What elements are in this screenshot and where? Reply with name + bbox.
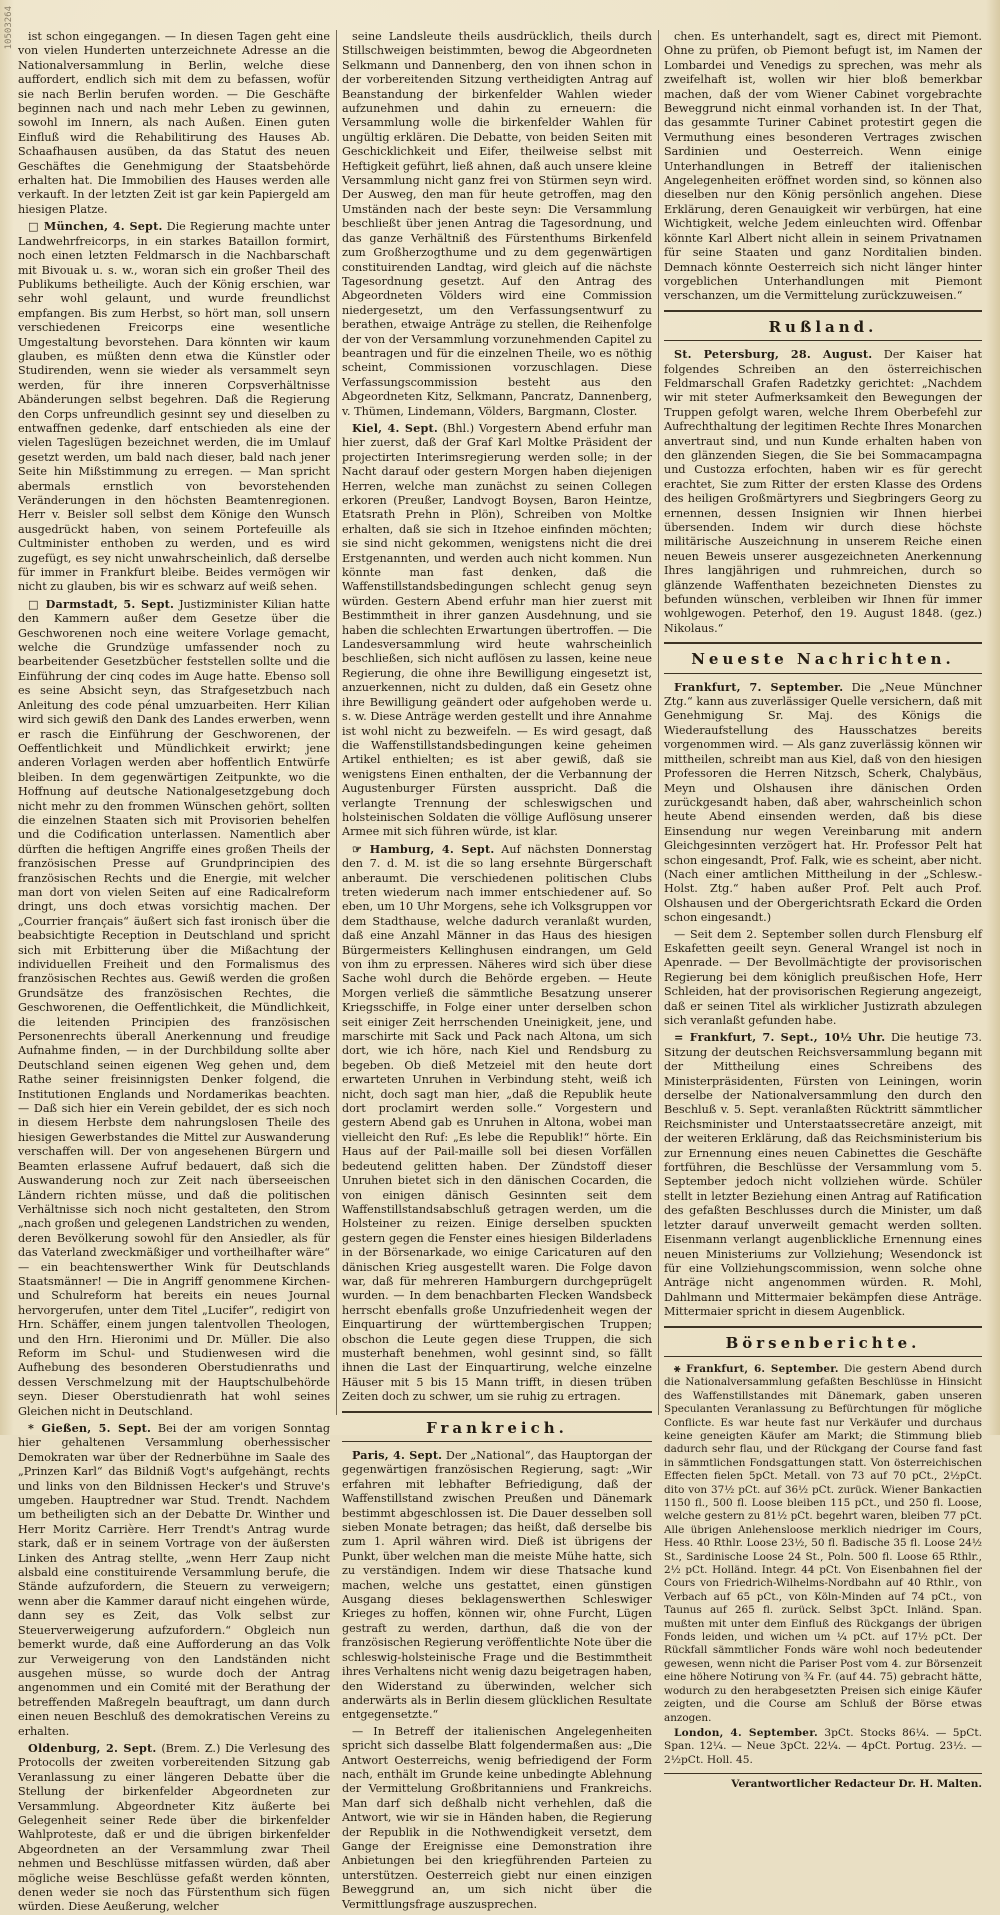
dateline: Frankfurt, 7. September. — [674, 679, 844, 694]
article-text: ist schon eingegangen. — In diesen Tagen geht eine von vielen Hunderten unterzeichnete Adresse an die Nationalversammlung in Berlin, welche diese auffordert, endlich sich mit dem zu befassen, wofür sie nach Berlin berufen worden. — Die Geschäfte beginnen nach und nach mehr Leben zu gewinnen, sowohl im Innern, als nach Außen. Einen guten Einfluß wird die Rehabilitirung des Hauses Ab. Schaafhausen ausüben, da das Statut des neuen Geschäftes die Genehmigung der Staatsbehörde erhalten hat. Die Immobilien des Hauses werden alle verkauft. In der letzten Zeit ist gar kein Papiergeld am hiesigen Platze. — [18, 30, 330, 216]
dateline: ⚹ Frankfurt, 6. September. — [674, 1362, 839, 1375]
article-text: (Bhl.) Vorgestern Abend erfuhr man hier zuerst, daß der Graf Karl Moltke Präsident der projectirten Interimsregierung werden solle; in der Nacht darauf oder gestern Morgen haben diejenigen Herren, welche man zunächst zu seinen Collegen erkoren (Preußer, Landvogt Boysen, Baron Heintze, Etatsrath Prehn in Plön), Schreiben von Moltke erhalten, daß sie sich in Itzehoe einfinden möchten; sie sind nicht gekommen, wenigstens nicht die drei Erstgenannten, und werden auch nicht kommen. Nun könnte man fast denken, daß die Waffenstillstandsbedingungen schlecht genug seyn würden. Gestern Abend erfuhr man hier zuerst mit Bestimmtheit in ihrer ganzen Ausdehnung, und sie haben die schlechten Erwartungen übertroffen. — Die Landesversammlung wird heute wahrscheinlich beschließen, sich nicht auflösen zu lassen, keine neue Regierung, die ohne ihre Bewilligung eingesetzt ist, anzuerkennen, nicht zu dulden, daß ein Gesetz ohne ihre Bewilligung geändert oder aufgehoben werde u. s. w. Diese Anträge werden gestellt und ihre Annahme ist wohl nicht zu bezweifeln. — Es wird gesagt, daß die Waffenstillstandsbedingungen keine geheimen Artikel enthielten; es ist aber gewiß, daß sie wenigstens Einen enthalten, der die Verbannung der Augustenburger Fürsten ausspricht. Daß die verlangte Trennung der schleswigschen und holsteinischen Soldaten die völlige Auflösung unserer Armee mit sich führen würde, ist klar. — [342, 421, 652, 839]
dateline: = Frankfurt, 7. Sept., 10½ Uhr. — [674, 1030, 886, 1045]
article-text: 3pCt. Stocks 86¼. — 5pCt. Span. 12¼. — Neue 3pCt. 22¼. — 4pCt. Portug. 23½. — 2½pCt. Holl. 45. — [664, 1726, 982, 1766]
article-paragraph — [664, 928, 982, 1029]
editor-imprint: Verantwortlicher Redacteur Dr. H. Malten. — [664, 1773, 982, 1791]
article-text: Die „Neue Münchner Ztg.“ kann aus zuverlässiger Quelle versichern, daß mit Genehmigung Sr. Maj. des Königs die Wiederaufstellung des Hausschatzes bereits vorgenommen wird. — Als ganz zuverlässig können wir mittheilen, schreibt man aus Kiel, daß von den hiesigen Professoren die Herren Nitzsch, Scherk, Chalybäus, Meyn und Olshausen ihre dänischen Orden zurückgesandt haben, daß aber, wahrscheinlich schon heute Abend einsenden werden, daß bis diese Einsendung nur wegen Vereinbarung mit andern Gleichgesinnten verzögert hat. Hr. Professor Pelt hat schon eingesandt, Prof. Falk, wie es scheint, aber nicht. (Nach einer amtlichen Mittheilung in der „Schlesw.-Holst. Ztg.“ haben außer Prof. Pelt auch Prof. Olshausen und der Obergerichtsrath Eckard die Orden schon eingesandt.) — [664, 680, 983, 925]
article-paragraph — [342, 842, 652, 1405]
dateline: Oldenburg, 2. Sept. — [28, 1740, 157, 1755]
dateline: □ München, 4. Sept. — [28, 219, 163, 234]
column-divider — [658, 30, 659, 1415]
section-rule — [342, 1411, 652, 1413]
article-paragraph — [664, 680, 982, 926]
article-paragraph — [664, 1727, 982, 1767]
section-rule — [664, 310, 982, 312]
section-heading: Neueste Nachrichten. — [691, 650, 955, 669]
article-paragraph — [18, 219, 330, 595]
archive-id-stamp: 10503264 — [4, 6, 14, 50]
article-text: Die Regierung machte unter Landwehrfreicorps, in ein starkes Bataillon formirt, noch einen letzten Feldmarsch in die Nachbarschaft mit Bivouak u. s. w., woran sich ein großer Theil des Publikums betheiligte. Auch der König erschien, war sehr wohl gelaunt, und wurde freundlichst empfangen. Bis zum Herbst, so hört man, soll unsern verschiedenen Freicorps eine wesentliche Umgestaltung bevorstehen. Dara könnten wir kaum glauben, es müßten denn etwa die Künstler oder Studirenden, wenn sie wieder als versammelt seyn werden, für ihre inneren Corpsverhältnisse Abänderungen selbst begehren. Daß die Regierung den Corps unfreundlich gesinnt sey und dieselben zu entwaffnen gedenke, darf entschieden als eine der vielen Tageslügen bezeichnet werden, die im Umlauf gesetzt werden, um bald nach dieser, bald nach jener Seite hin Mißstimmung zu erregen. — Man spricht abermals ernstlich von bevorstehenden Veränderungen in den höchsten Beamtenregionen. Herr v. Beisler soll selbst dem Könige den Wunsch ausgedrückt haben, von seinem Portefeuille als Cultminister enthoben zu werden, und es wird zugefügt, es sey nicht unwahrscheinlich, daß derselbe für immer in Frankfurt bleibe. Beides vermögen wir nicht zu glauben, bis wir es schwarz auf weiß sehen. — [18, 220, 330, 594]
section-heading: Börsenberichte. — [725, 1333, 921, 1352]
article-paragraph — [342, 1725, 652, 1912]
section-rule — [664, 642, 982, 644]
column-3 — [664, 30, 983, 1791]
article-text: Auf nächsten Donnerstag den 7. d. M. ist die so lang ersehnte Bürgerschaft anberaumt. Die verschiedenen politischen Clubs treten wiederum nach immer entschiedener auf. So eben, um 10 Uhr Morgens, sehe ich Volksgruppen vor dem Stadthause, welche dadurch veranlaßt wurden, daß eine Anzahl Männer in das Haus des hiesigen Bürgermeisters Kellinghusen eindrangen, um Geld von ihm zu erpressen. Näheres wird sich über diese Sache wohl durch die Behörde ergeben. — Heute Morgen verließ die sämmtliche Besatzung unserer Kriegsschiffe, in Folge einer unter derselben schon seit einiger Zeit herrschenden Uneinigkeit, jene, und marschirte mit Sack und Pack nach Altona, um sich dort, wie ich höre, nach Kiel und Rendsburg zu begeben. Ob dieß Metzeiel mit den heute dort erwarteten Unruhen in Verbindung steht, weiß ich nicht, doch sagt man hier, „daß die Republik heute dort proclamirt werden solle.“ Vorgestern und gestern Abend gab es Unruhen in Altona, wobei man vielleicht den Ruf: „Es lebe die Republik!“ hörte. Ein Haus auf der Pail-maille soll bei diesen Vorfällen bedeutend gelitten haben. Der Zündstoff dieser Unruhen bietet sich in den dänischen Cocarden, die von einigen dänisch Gesinnten seit dem Waffenstillstandsabschluß getragen werden, um die Holsteiner zu reizen. Einige derselben spuckten gestern gegen die Fenster eines hiesigen Bilderladens in der Börsenarkade, wo einige Caricaturen auf den dänischen Krieg ausgestellt waren. Die Folge davon war, daß für mehreren Hamburgern durchgeprügelt wurden. — In dem benachbarten Flecken Wandsbeck herrscht ebenfalls große Unzufriedenheit wegen der Einquartirung der württembergischen Truppen; obschon die Leute gegen diese Truppen, die sich musterhaft benehmen, wohl gesinnt sind, so fällt ihnen die Last der Einquartirung, welche einzelne Häuser mit 5 bis 15 Mann trifft, in diesen trüben Zeiten doch zu schwer, um sie ruhig zu ertragen. — [342, 842, 653, 1404]
dateline: □ Darmstadt, 5. Sept. — [28, 596, 175, 611]
section-rule — [342, 1441, 652, 1442]
article-text: (Brem. Z.) Die Verlesung des Protocolls der zweiten vorbereitenden Sitzung gab Veranlassung zu einer längeren Debatte über die Stellung der birkenfelder Abgeordneten zur Versammlung. Abgeordneter Kitz äußerte bei Gelegenheit seiner Rede über die birkenfelder Wahlproteste, daß er und die übrigen birkenfelder Abgeordneten an der Versammlung zwar Theil nehmen und Beschlüsse mitfassen würden, daß aber mögliche weise Beschlüsse gefaßt werden könnten, denen weder sie noch das Fürstenthum sich fügen würden. Diese Aeußerung, welcher — [18, 1741, 330, 1914]
article-text: — Seit dem 2. September sollen durch Flensburg elf Eskafetten geeilt seyn. General Wrangel ist noch in Apenrade. — Der Bevollmächtigte der provisorischen Regierung bei dem königlich preußischen Hofe, Herr Schleiden, hat der provisorischen Regierung angezeigt, daß er seinen Titel als wirklicher Justizrath abzulegen sich veranlaßt gefunden habe. — [664, 927, 982, 1027]
article-paragraph — [18, 30, 330, 217]
section-rule — [664, 340, 982, 341]
dateline: * Gießen, 5. Sept. — [28, 1421, 152, 1435]
article-text: — In Betreff der italienischen Angelegenheiten spricht sich dasselbe Blatt folgendermaßen aus: „Die Antwort Oesterreichs, wenig befriedigend der Form nach, enthält im Grunde keine unbedingte Ablehnung der Vermittelung Großbritanniens und Frankreichs. Man darf sich deßhalb nicht verhehlen, daß die Antwort, wie wir sie in Händen haben, die Regierung der Republik in die Nothwendigkeit versetzt, dem Gange der Ereignisse eine Demonstration ihre Anbietungen bei den kriegführenden Parteien zu unterstützen. Oesterreich giebt nur einen einzigen Beweggrund an, um sich nicht über die Vermittlungsfrage auszusprechen. — [342, 1724, 652, 1911]
section-heading: Frankreich. — [426, 1418, 568, 1437]
article-paragraph — [664, 1030, 982, 1319]
section-rule — [664, 673, 982, 674]
section-rule — [664, 1326, 982, 1328]
dateline: London, 4. September. — [674, 1726, 818, 1739]
article-paragraph — [664, 347, 982, 636]
column-1 — [18, 30, 330, 1914]
dateline: St. Petersburg, 28. August. — [674, 347, 873, 362]
article-text: Die gestern Abend durch die Nationalversammlung gefaßten Beschlüsse in Hinsicht des Waffenstillstandes mit Dänemark, gaben unseren Speculanten Veranlassung zu Befürchtungen für mögliche Conflicte. Es war heute fast nur Verkäufer und durchaus keine geneigten Käufer am Markt; die Stimmung blieb dadurch sehr flau, und der Rückgang der Course fand fast in sämmtlichen Fondsgattungen statt. Von österreichischen Effecten fielen 5pCt. Metall. von 73 auf 70 pCt., 2½pCt. dito von 37½ pCt. auf 36½ pCt. zurück. Wiener Bankactien 1150 fl., 500 fl. Loose bleiben 115 pCt., und 250 fl. Loose, welche gestern zu 81½ pCt. begehrt waren, bleiben 77 pCt. Alle übrigen Anlehensloose merklich niedriger im Cours, Hess. 40 Rthlr. Loose 23½, 50 fl. Badische 35 fl. Loose 24½ St., Sardinische Loose 24 St., Poln. 500 fl. Loose 65 Rthlr., 2½ pCt. Holländ. Integr. 44 pCt. Von Eisenbahnen fiel der Cours von Friedrich-Wilhelms-Nordbahn auf 40 Rthlr., von Verbach auf 65 pCt., von Köln-Minden auf 74 pCt., von Taunus auf 265 fl. zurück. Selbst 3pCt. Inländ. Span. mußten mit unter dem Einfluß des Rückgangs der übrigen Fonds leiden, und wichen um ¼ pCt. auf 17½ pCt. Der Rückfall sämmtlicher Fonds wäre wohl noch bedeutender gewesen, wenn nicht die Pariser Post vom 4. zur Börsenzeit eine höhere Notirung von ¾ Fr. (auf 44. 75) gebracht hätte, wodurch zu den herabgesetzten Preisen sich einige Käufer zeigten, und die Course am Schluß der Börse etwas anzogen. — [664, 1362, 982, 1724]
column-2 — [342, 30, 653, 1911]
article-paragraph — [342, 1448, 652, 1723]
article-paragraph — [18, 597, 330, 1419]
section-heading: Rußland. — [768, 317, 878, 336]
article-text: Die heutige 73. Sitzung der deutschen Reichsversammlung begann mit der Mittheilung eines Schreibens des Ministerpräsidenten, Fürsten von Leiningen, worin derselbe der Nationalversammlung den durch den Beschluß v. 5. Sept. veranlaßten Rücktritt sämmtlicher Reichsminister und Unterstaatssecretäre anzeigt, mit der weiteren Erklärung, daß das Reichsministerium bis zur Ernennung eines neuen Cabinettes die Geschäfte fortführen, die Beschlüsse der Versammlung vom 5. September jedoch nicht vollziehen würde. Schüler stellt in letzter Beziehung einen Antrag auf Ratification des gefaßten Beschlusses durch die Minister, um daß letzter darauf unverweilt gemacht werden sollten. Eisenmann verlangt augenblickliche Ernennung eines neuen Ministeriums zur Vollziehung; Wesendonck ist für eine Vollziehungscommission, wenn solche ohne Anträge nicht angenommen würden. R. Mohl, Dahlmann und Mittermaier bekämpfen diese Anträge. Mittermaier spricht in diesem Augenblick. — [664, 1031, 982, 1319]
article-text: chen. Es unterhandelt, sagt es, direct mit Piemont. Ohne zu prüfen, ob Piemont befugt ist, im Namen der Lombardei und Venedigs zu sprechen, was mehr als zweifelhaft ist, wollen wir hier bloß bemerkbar machen, daß der vom Wiener Cabinet vorgebrachte Beweggrund nicht einmal vorhanden ist. In der That, das gesammte Turiner Cabinet protestirt gegen die Vermuthung eines besonderen Vertrages zwischen Sardinien und Oesterreich. Wenn einige Unterhandlungen in Betreff der italienischen Angelegenheiten eröffnet worden sind, so können also dieselben nur den König persönlich angehen. Diese Erklärung, deren Genauigkeit wir verbürgen, hat eine Wichtigkeit, welche Jedem einleuchten wird. Offenbar könnte Karl Albert nicht allein in seinem Privatnamen für seine Staaten und ganz Norditalien binden. Demnach könnte Oesterreich sich nicht länger hinter vorgeblichen Unterhandlungen mit Piemont verschanzen, um die Vermittelung zurückzuweisen.“ — [664, 30, 982, 303]
dateline: Kiel, 4. Sept. — [352, 420, 438, 435]
article-text: Bei der am vorigen Sonntag hier gehaltenen Versammlung oberhessischer Demokraten war über der Rednerbühne im Saale des „Prinzen Karl“ das Bildniß Vogt's aufgehängt, rechts und links von den Bildnissen Hecker's und Struve's umgeben. Hauptredner war Stud. Trendt. Nachdem um betheiligten sich an der Debatte Dr. Winther und Herr Moritz Carrière. Herr Trendt's Antrag wurde stark, daß er in seinem Vortrage von der äußersten Linken des Antrag stellte, „wenn Herr Zaup nicht alsbald eine constituirende Versammlung berufe, die Stände aufzufordern, die Steuern zu verweigern; wenn aber die Kammer darauf nicht eingehen würde, dann sey es Zeit, das Volk selbst zur Steuerverweigerung aufzufordern.“ Obgleich nun bemerkt wurde, daß eine Aufforderung an das Volk zur Verweigerung von den Landständen nicht ausgehen müsse, so wurde doch der Antrag angenommen und ein Comité mit der Berathung der betreffenden Maßregeln beauftragt, um dann durch einen neuen Beschluß des demokratischen Vereins zu erhalten. — [18, 1422, 330, 1738]
article-paragraph — [342, 421, 652, 840]
article-text: Der „National“, das Hauptorgan der gegenwärtigen französischen Regierung, sagt: „Wir erfahren mit lebhafter Befriedigung, daß der Waffenstillstand zwischen Preußen und Dänemark bestimmt abgeschlossen ist. Die Dauer desselben soll sieben Monate betragen; das heißt, daß derselbe bis zum 1. April währen wird. Dieß ist übrigens der Punkt, über welchen man die meiste Mühe hatte, sich zu verständigen. Indem wir diese Thatsache kund machen, welche uns gestattet, einen günstigen Ausgang dieses beklagenswerthen Schleswiger Krieges zu hoffen, können wir, ohne Furcht, Lügen gestraft zu werden, darthun, daß die von der französischen Regierung veröffentlichte Note über die schleswig-holsteinische Frage und die Bestimmtheit ihres Verhaltens nicht wenig dazu beigetragen haben, den Widerstand zu überwinden, welcher sich anderwärts als in Berlin diesem glücklichen Resultate entgegensetzte.“ — [342, 1449, 652, 1722]
article-paragraph — [664, 1363, 982, 1725]
article-text: Der Kaiser hat folgendes Schreiben an den österreichischen Feldmarschall Grafen Radetzky gerichtet: „Nachdem wir mit steter Aufmerksamkeit den Bewegungen der Truppen gefolgt waren, welche Ihrem Oberbefehl zur Aufrechthaltung der legitimen Rechte Ihres Monarchen anvertraut sind, und nun Kunde erhalten haben von den glänzenden Siegen, die Sie bei Sommacampagna und Custozza erfochten, haben wir es für gerecht erachtet, Sie zum Ritter der ersten Klasse des Ordens des heiligen Großmärtyrers und Siegbringers Georg zu ernennen, dessen Insignien wir Ihnen hierbei übersenden. Indem wir durch diese höchste militärische Auszeichnung in unserem Reiche einen neuen Beweis unserer ausgezeichneten Anerkennung Ihres langjährigen und ruhmreichen, durch so glänzende Waffenthaten bezeichneten Dienstes zu befunden wünschen, verbleiben wir Ihnen für immer wohlgewogen. Peterhof, den 19. August 1848. (gez.) Nikolaus.“ — [664, 348, 982, 635]
article-paragraph — [342, 30, 652, 419]
dateline: Paris, 4. Sept. — [352, 1448, 443, 1462]
article-paragraph — [664, 30, 982, 304]
article-paragraph — [18, 1421, 330, 1739]
article-text: seine Landsleute theils ausdrücklich, theils durch Stillschweigen beistimmten, bewog die Abgeordneten Selkmann und Dannenberg, den von ihnen schon in der vorbereitenden Sitzung vertheidigten Antrag auf Beanstandung der birkenfelder Wahlen wieder aufzunehmen und dahin zu erneuern: die Versammlung wolle die birkenfelder Wahlen für ungültig erklären. Die Debatte, von beiden Seiten mit Geschicklichkeit und Eifer, theilweise selbst mit Heftigkeit geführt, ließ ahnen, daß auch unsere kleine Versammlung nicht ganz frei von Stürmen seyn wird. Der Ausweg, den man für heute getroffen, mag den Umständen nach der beste seyn: Die Versammlung beschließt über jenen Antrag die Tagesordnung, und das ganze Verhältniß des Fürstenthums Birkenfeld zum Großherzogthume und zu dem gegenwärtigen constituirenden Landtag, wird gleich auf die nächste Tagesordnung gesetzt. Auf den Antrag des Abgeordneten Völders wird eine Commission niedergesetzt, um den Verfassungsentwurf zu berathen, etwaige Anträge zu stellen, die Reihenfolge der von der Versammlung vorzunehmenden Capitel zu beantragen und für die einzelnen Theile, wo es nöthig scheint, Commissionen vorzuschlagen. Diese Verfassungscommission besteht aus den Abgeordneten Kitz, Selkmann, Pancratz, Dannenberg, v. Thümen, Lindemann, Völders, Bargmann, Closter. — [342, 30, 652, 418]
article-paragraph — [18, 1741, 330, 1915]
section-rule — [664, 1356, 982, 1357]
dateline: ☞ Hamburg, 4. Sept. — [352, 841, 495, 856]
article-text: Justizminister Kilian hatte den Kammern außer dem Gesetze über die Geschworenen noch eine weitere Vorlage gemacht, welche die Grundzüge umfassender noch zu bearbeitender Gesetzbücher feststellen sollte und die Einführung der cinq codes im Auge hatte. Ebenso soll es seine Absicht seyn, das Strafgesetzbuch nach Anleitung des code pénal umzuarbeiten. Herr Kilian wird sich gewiß den Dank des Landes erwerben, wenn er rasch die Einführung der Geschworenen, der Oeffentlichkeit und Mündlichkeit erwirkt; jene anderen Vorlagen werden aber hoffentlich Entwürfe bleiben. In dem gegenwärtigen Zeitpunkte, wo die Hoffnung auf deutsche Nationalgesetzgebung doch nicht mehr zu den frommen Wünschen gehört, sollten die einzelnen Staaten sich mit Provisorien behelfen und die Codification unterlassen. Namentlich aber dürften die heftigen Angriffe eines großen Theils der französischen Presse auf Grundprincipien des französischen Rechts und die Energie, mit welcher man dort von vielen Seiten auf eine Radicalreform dringt, uns doch etwas vorsichtig machen. Der „Courrier français“ äußert sich fast ironisch über die beabsichtigte Reception in Deutschland und spricht sich mit Erbitterung über die Mißachtung der individuellen Freiheit und den Formalismus des französischen Rechtes aus. Gewiß werden die großen Grundsätze des französischen Rechtes, die Geschworenen, die Oeffentlichkeit, die Mündlichkeit, die leitenden Principien des französischen Personenrechts überall Anerkennung und freudige Aufnahme finden, — in der Durchbildung sollte aber Deutschland seinen eigenen Weg gehen und, dem Rathe seiner freisinnigsten Denker folgend, die Institutionen Englands und Nordamerikas beachten. — Daß sich hier ein Verein gebildet, der es sich noch in diesem Herbste dem nahrungslosen Theile des hiesigen Gewerbstandes die Mittel zur Auswanderung verschaffen will. Der von angesehenen Bürgern und Beamten erlassene Aufruf bedauert, daß sich die Auswanderung noch zur Zeit nach überseeischen Ländern richten müsse, und daß die politischen Verhältnisse sich noch nicht gestalteten, den Strom „nach großen und gelegenen Landstrichen zu wenden, deren Bevölkerung sowohl für den Ansiedler, als für das Vaterland zweckmäßiger und vortheilhafter wäre“ — ein beachtenswerther Wink für Deutschlands Staatsmänner! — Die in Angriff genommene Kirchen- und Schulreform hat bereits ein neues Journal hervorgerufen, unter dem Titel „Lucifer“, redigirt von Hrn. Schäffer, einem jungen talentvollen Theologen, und den Hrn. Hieronimi und Dr. Müller. Die also Reform im Schul- und Studienwesen wird die Aufhebung des besonderen Oberstudienraths und dessen Verschmelzung mit der Hauptschulbehörde seyn. Dieser Oberstudienrath hat wohl seines Gleichen nicht in Deutschland. — [18, 597, 330, 1418]
column-divider — [336, 30, 337, 1415]
